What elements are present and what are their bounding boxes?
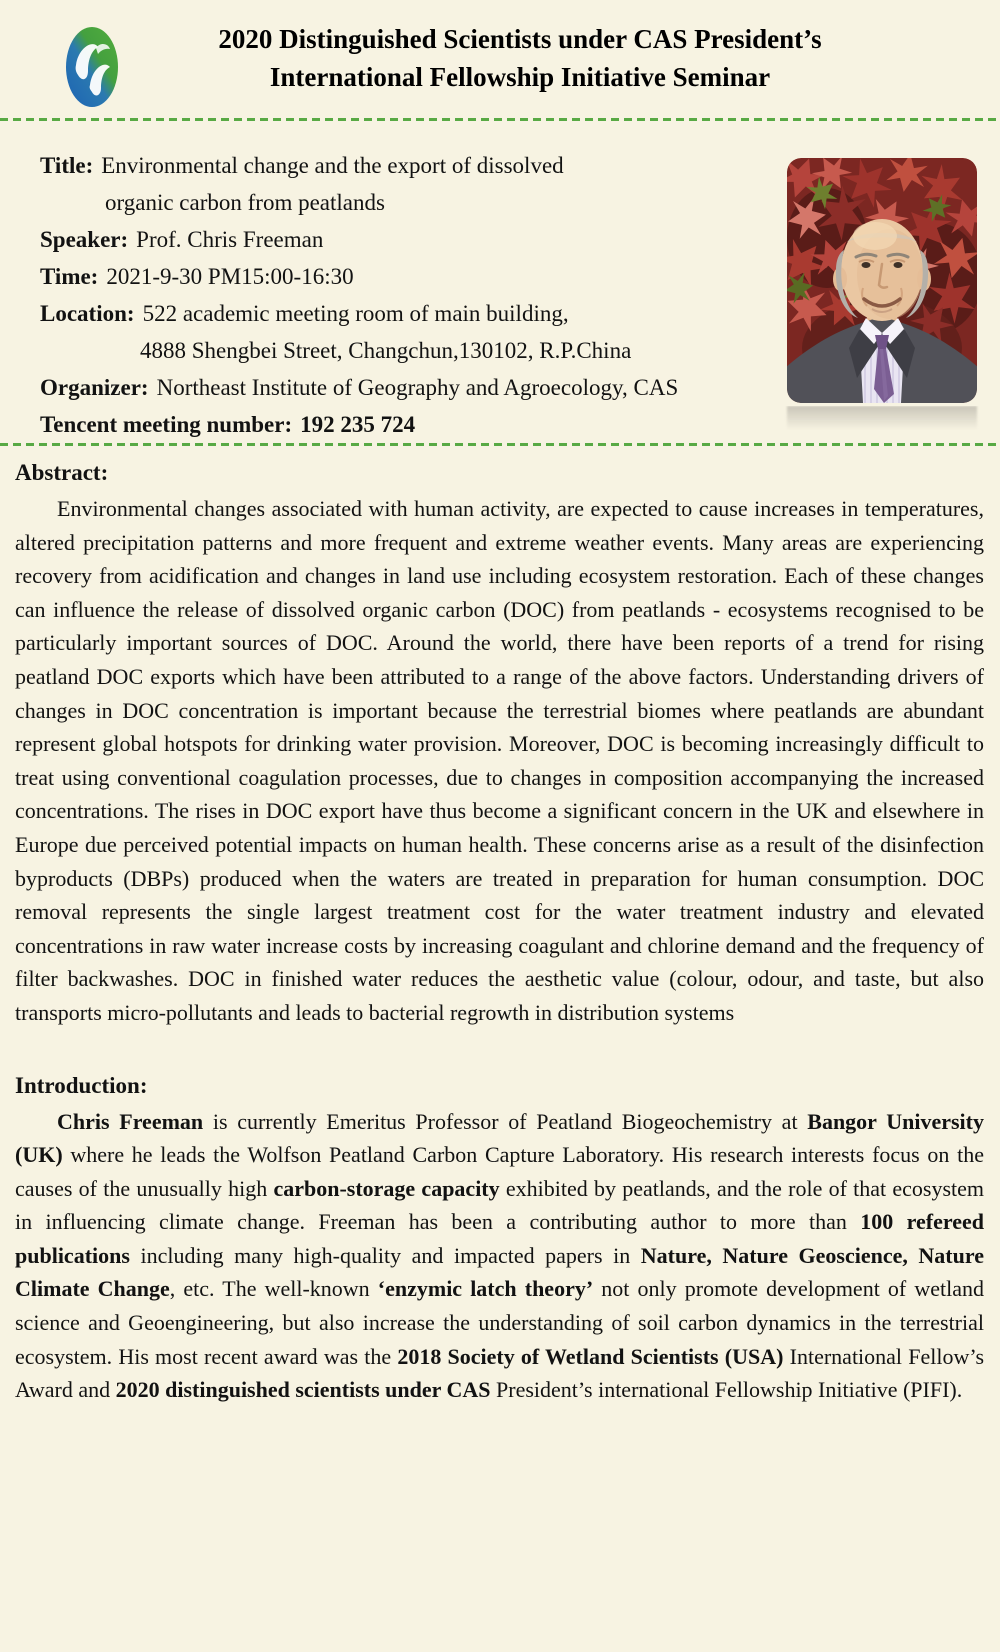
seminar-info-list — [40, 147, 787, 443]
speaker-portrait-photo — [787, 158, 977, 403]
organizer-value: Northeast Institute of Geography and Agroecology, CAS — [156, 375, 679, 400]
abstract-paragraph: Environmental changes associated with human activity, are expected to cause increases in temperatures, altered precipitation patterns and more frequent and extreme weather events. Many areas are experiencing recovery from acidification and changes in land use including ecosystem restoration. Each of these changes can influence the release of dissolved organic carbon (DOC) from peatlands - ecosystems recognised to be particularly important sources of DOC. Around the world, there have been reports of a trend for rising peatland DOC exports which have been attributed to a range of the above factors. Understanding drivers of changes in DOC concentration is important because the terrestrial biomes where peatlands are abundant represent global hotspots for drinking water provision. Moreover, DOC is becoming increasingly difficult to treat using conventional coagulation processes, due to changes in composition accompanying the increased concentrations. The rises in DOC export have thus become a significant concern in the UK and elsewhere in Europe due perceived potential impacts on human health. These concerns arise as a result of the disinfection byproducts (DBPs) produced when the waters are treated in preparation for human consumption. DOC removal represents the single largest treatment cost for the water treatment industry and elevated concentrations in raw water increase costs by increasing coagulant and chlorine demand and the frequency of filter backwashes. DOC in finished water reduces the aesthetic value (colour, odour, and taste, but also transports micro-pollutants and leads to bacterial regrowth in distribution systems — [15, 496, 984, 1025]
location-label: Location: — [40, 301, 135, 326]
time-value: 2021-9-30 PM15:00-16:30 — [106, 264, 354, 289]
tencent-value: 192 235 724 — [300, 412, 416, 437]
photo-reflection — [787, 406, 977, 430]
info-row-speaker — [40, 221, 777, 258]
title-label: Title: — [40, 153, 94, 178]
page-title — [0, 0, 1000, 96]
page-title-line2: International Fellowship Initiative Seminar — [269, 62, 771, 92]
title-value-line1: Environmental change and the export of dissolved — [101, 153, 564, 178]
abstract-heading: Abstract: — [15, 460, 109, 485]
seminar-info-section — [0, 121, 1000, 443]
document-body — [0, 457, 1000, 1407]
info-row-time — [40, 258, 777, 295]
speaker-photo-column — [787, 147, 977, 443]
speaker-value: Prof. Chris Freeman — [136, 227, 324, 252]
info-row-organizer — [40, 369, 777, 406]
dashed-divider-bottom — [0, 443, 1000, 446]
time-label: Time: — [40, 264, 99, 289]
location-value-line2: 4888 Shengbei Street, Changchun,130102, R.P.China — [140, 338, 632, 363]
location-value-line1: 522 academic meeting room of main building, — [142, 301, 569, 326]
info-row-title — [40, 147, 777, 184]
organizer-label: Organizer: — [40, 375, 149, 400]
page-title-line1: 2020 Distinguished Scientists under CAS President’s — [218, 24, 822, 54]
info-row-location — [40, 295, 777, 332]
header — [0, 0, 1000, 118]
speaker-label: Speaker: — [40, 227, 129, 252]
tencent-label: Tencent meeting number: — [40, 412, 293, 437]
info-row-tencent — [40, 406, 777, 443]
title-value-line2: organic carbon from peatlands — [105, 190, 385, 215]
institute-globe-logo-icon — [66, 27, 118, 107]
introduction-paragraph: Chris Freeman is currently Emeritus Professor of Peatland Biogeochemistry at Bangor University (UK) where he leads the Wolfson Peatland Carbon Capture Laboratory. His research interests focus on the causes of the unusually high carbon-storage capacity exhibited by peatlands, and the role of that ecosystem in influencing climate change. Freeman has been a contributing author to more than 100 refereed publications including many high-quality and impacted papers in Nature, Nature Geoscience, Nature Climate Change, etc. The well-known ‘enzymic latch theory’ not only promote development of wetland science and Geoengineering, but also increase the understanding of soil carbon dynamics in the terrestrial ecosystem. His most recent award was the 2018 Society of Wetland Scientists (USA) International Fellow’s Award and 2020 distinguished scientists under CAS President’s international Fellowship Initiative (PIFI). — [15, 1108, 985, 1403]
introduction-heading: Introduction: — [15, 1072, 148, 1098]
